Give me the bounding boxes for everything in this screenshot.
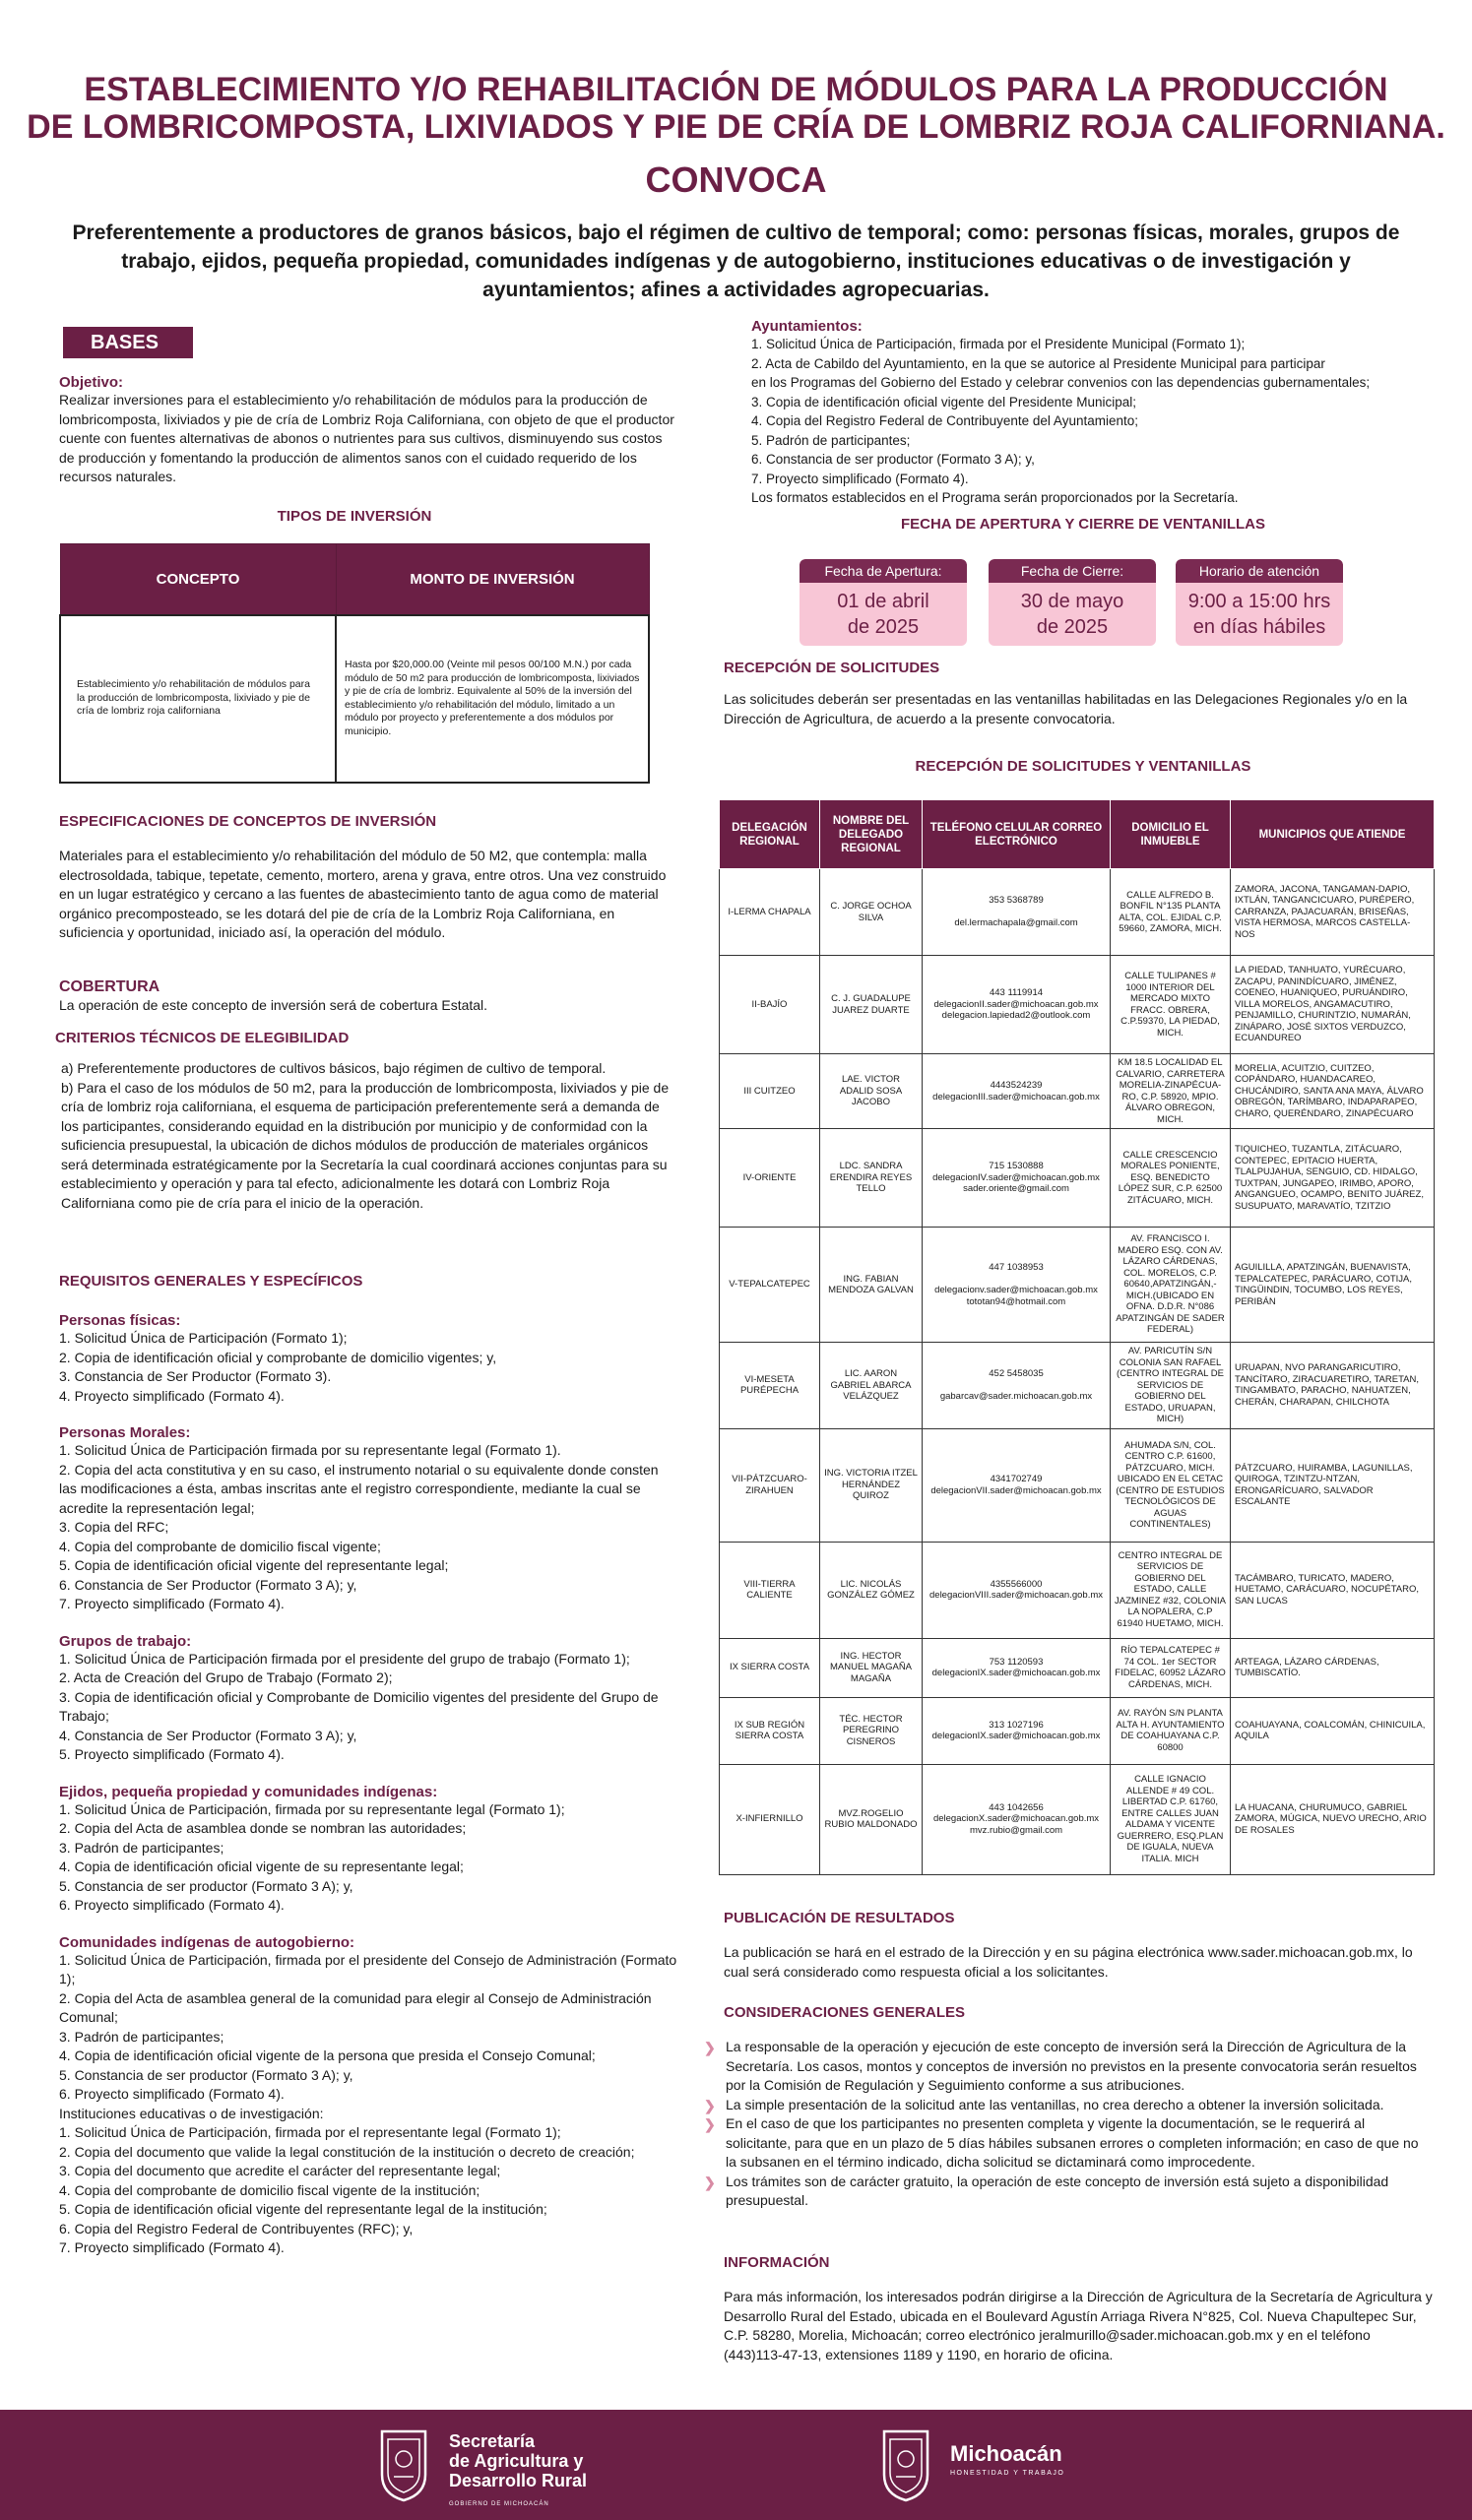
cell-delegado: TÉC. HECTOR PEREGRINO CISNEROS xyxy=(820,1697,923,1764)
cobertura-section xyxy=(59,978,679,1016)
cell-contacto: 313 1027196 delegacionIX.sader@michoacan.gob.mx xyxy=(923,1697,1111,1764)
chevron-right-icon: ❯ xyxy=(704,2174,716,2190)
list-item: 4. Constancia de Ser Productor (Formato 3 A); y, xyxy=(59,1727,357,1743)
indigenas-list xyxy=(59,1951,679,2258)
delegaciones-table xyxy=(719,799,1435,1875)
objetivo-text: Realizar inversiones para el establecimiento y/o rehabilitación de módulos para la producción de lombricomposta, lixiviados y pie de cría de Lombriz Roja Californiana, con objeto de que el productor cuente con fuentes alternativas de abonos o nutrientes para sus cultivos, disminuyendo sus costos de producción y fomentando la producción de alimentos sanos con el cuidado requerido de los recursos naturales. xyxy=(59,392,674,484)
ayuntamientos-list xyxy=(751,335,1460,508)
list-item: 6. Proyecto simplificado (Formato 4). xyxy=(59,1897,285,1913)
publicacion-text: La publicación se hará en el estrado de la Dirección y en su página electrónica www.sader.michoacan.gob.mx, lo cual será considerado como respuesta oficial a los solicitantes. xyxy=(724,1944,1413,1980)
list-item: 6. Constancia de ser productor (Formato 3 A); y, xyxy=(751,452,1035,467)
table-row xyxy=(720,1054,1435,1129)
table-row xyxy=(720,1542,1435,1638)
cell-delegado: LIC. AARON GABRIEL ABARCA VELÁZQUEZ xyxy=(820,1343,923,1429)
cobertura-text: La operación de este concepto de inversión será de cobertura Estatal. xyxy=(59,997,488,1013)
sec-line-2: de Agricultura y xyxy=(449,2451,584,2471)
table-row xyxy=(720,1228,1435,1343)
cell-contacto: 4443524239 delegacionIII.sader@michoacan.gob.mx xyxy=(923,1054,1111,1129)
cell-delegacion: IV-ORIENTE xyxy=(720,1129,820,1228)
table-row xyxy=(720,1764,1435,1874)
cell-domicilio: AV. PARICUTÍN S/N COLONIA SAN RAFAEL (CENTRO INTEGRAL DE SERVICIOS DE GOBIERNO DEL ESTADO, URUAPAN, MICH) xyxy=(1111,1343,1231,1429)
th-telefono: TELÉFONO CELULAR CORREO ELECTRÓNICO xyxy=(923,800,1111,869)
delegaciones-body xyxy=(720,869,1435,1875)
list-item: 2. Copia del documento que valide la legal constitución de la institución o decreto de creación; xyxy=(59,2143,635,2160)
grupos-heading: Grupos de trabajo: xyxy=(59,1632,192,1650)
cell-municipios: ARTEAGA, LÁZARO CÁRDENAS, TUMBISCATÍO. xyxy=(1231,1638,1435,1697)
apertura-l2: de 2025 xyxy=(847,616,920,638)
cell-municipios: TACÁMBARO, TURICATO, MADERO, HUETAMO, CARÁCUARO, NOCUPÉTARO, SAN LUCAS xyxy=(1231,1542,1435,1638)
publicacion-heading: PUBLICACIÓN DE RESULTADOS xyxy=(724,1910,955,1926)
cell-contacto: 4355566000 delegacionVIII.sader@michoacan.gob.mx xyxy=(923,1542,1111,1638)
list-item: ❯ Los trámites son de carácter gratuito, la operación de este concepto de inversión está sujeto a disponibilidad presupuestal. xyxy=(704,2173,1389,2208)
cell-delegado: LDC. SANDRA ERENDIRA REYES TELLO xyxy=(820,1129,923,1228)
list-item: 1. Solicitud Única de Participación firmada por su representante legal (Formato 1). xyxy=(59,1442,561,1458)
cell-delegacion: IX SIERRA COSTA xyxy=(720,1638,820,1697)
recepcion-text: Las solicitudes deberán ser presentadas en las ventanillas habilitadas en las Delegaciones Regionales y/o en la Dirección de Agricultura, de acuerdo a la presente convocatoria. xyxy=(724,691,1408,726)
ventanillas-heading: RECEPCIÓN DE SOLICITUDES Y VENTANILLAS xyxy=(915,758,1251,775)
table-row xyxy=(720,1697,1435,1764)
cell-contacto: 715 1530888 delegacionIV.sader@michoacan.gob.mx sader.oriente@gmail.com xyxy=(923,1129,1111,1228)
cobertura-heading: COBERTURA xyxy=(59,978,160,995)
horario-l1: 9:00 a 15:00 hrs xyxy=(1187,591,1331,612)
list-item: 4. Proyecto simplificado (Formato 4). xyxy=(59,1387,285,1404)
horario-box xyxy=(1176,559,1343,646)
list-item: 5. Padrón de participantes; xyxy=(751,432,911,448)
ayuntamientos-section xyxy=(751,318,1460,508)
list-item: 4. Copia del comprobante de domicilio fiscal vigente; xyxy=(59,1538,381,1554)
cell-delegado: LIC. NICOLÁS GONZÁLEZ GÓMEZ xyxy=(820,1542,923,1638)
horario-l2: en días hábiles xyxy=(1192,616,1326,638)
list-item: 1. Solicitud Única de Participación, firmada por el representante legal (Formato 1); xyxy=(59,2124,561,2140)
tipos-concepto: Establecimiento y/o rehabilitación de módulos para la producción de lombricomposta, lixiviado y pie de cría de lombriz roja californiana xyxy=(60,615,336,783)
shield-icon xyxy=(376,2426,431,2502)
cell-contacto: 353 5368789 del.lermachapala@gmail.com xyxy=(923,869,1111,956)
ayuntamientos-heading: Ayuntamientos: xyxy=(751,318,863,335)
cell-domicilio: AHUMADA S/N, COL. CENTRO C.P. 61600, PÁTZCUARO, MICH. UBICADO EN EL CETAC (CENTRO DE ESTUDIOS TECNOLÓGICOS DE AGUAS CONTINENTALES) xyxy=(1111,1428,1231,1542)
th-delegacion: DELEGACIÓN REGIONAL xyxy=(720,800,820,869)
cell-delegado: ING. HECTOR MANUEL MAGAÑA MAGAÑA xyxy=(820,1638,923,1697)
list-item: 6. Proyecto simplificado (Formato 4). xyxy=(59,2086,285,2102)
secretaria-logo-text xyxy=(449,2431,587,2514)
cell-delegacion: VI-MESETA PURÉPECHA xyxy=(720,1343,820,1429)
list-item: 2. Copia del Acta de asamblea general de la comunidad para elegir al Consejo de Administración Comunal; xyxy=(59,1989,652,2025)
cell-delegacion: I-LERMA CHAPALA xyxy=(720,869,820,956)
cell-delegacion: II-BAJÍO xyxy=(720,956,820,1054)
list-item: en los Programas del Gobierno del Estado y celebrar convenios con las dependencias gubernamentales; xyxy=(751,375,1371,390)
cell-contacto: 443 1042656 delegacionX.sader@michoacan.gob.mx mvz.rubio@gmail.com xyxy=(923,1764,1111,1874)
cell-delegado: C. J. GUADALUPE JUAREZ DUARTE xyxy=(820,956,923,1054)
list-item: 1. Solicitud Única de Participación, firmada por el presidente del Consejo de Administración (Formato 1); xyxy=(59,1951,677,1986)
cell-municipios: LA HUACANA, CHURUMUCO, GABRIEL ZAMORA, MÚGICA, NUEVO URECHO, ARIO DE ROSALES xyxy=(1231,1764,1435,1874)
cell-municipios: URUAPAN, NVO PARANGARICUTIRO, TANCÍTARO, ZIRACUARETIRO, TARETAN, TINGAMBATO, PARACHO, NAHUATZEN, CHERÁN, CHARAPAN, CHILCHOTA xyxy=(1231,1343,1435,1429)
cell-delegado: MVZ.ROGELIO RUBIO MALDONADO xyxy=(820,1764,923,1874)
tipos-table xyxy=(59,543,650,784)
requisitos-heading: REQUISITOS GENERALES Y ESPECÍFICOS xyxy=(59,1273,363,1290)
criterios-a: a) Preferentemente productores de cultivos básicos, bajo régimen de cultivo de temporal. xyxy=(61,1060,607,1076)
cierre-box xyxy=(989,559,1156,646)
list-item: 3. Copia de identificación oficial vigente del Presidente Municipal; xyxy=(751,394,1136,410)
cierre-l1: 30 de mayo xyxy=(1020,591,1124,612)
recepcion-section xyxy=(724,660,1433,728)
list-item: Los formatos establecidos en el Programa serán proporcionados por la Secretaría. xyxy=(751,490,1239,505)
table-row xyxy=(720,956,1435,1054)
list-item: 3. Constancia de Ser Productor (Formato 3). xyxy=(59,1368,332,1384)
title-line-1: ESTABLECIMIENTO Y/O REHABILITACIÓN DE MÓDULOS PARA LA PRODUCCIÓN xyxy=(84,71,1388,108)
list-item: 1. Solicitud Única de Participación, firmada por su representante legal (Formato 1); xyxy=(59,1800,565,1817)
list-item: 4. Copia del Registro Federal de Contribuyente del Ayuntamiento; xyxy=(751,413,1138,428)
list-item: Instituciones educativas o de investigación: xyxy=(59,2105,324,2121)
horario-label: Horario de atención xyxy=(1176,559,1343,583)
publicacion-section xyxy=(724,1910,1433,1982)
list-item: 7. Proyecto simplificado (Formato 4). xyxy=(59,1596,285,1611)
recepcion-heading: RECEPCIÓN DE SOLICITUDES xyxy=(724,660,940,676)
list-item: 1. Solicitud Única de Participación, firmada por el Presidente Municipal (Formato 1); xyxy=(751,337,1246,351)
cell-domicilio: CENTRO INTEGRAL DE SERVICIOS DE GOBIERNO DEL ESTADO, CALLE JAZMINEZ #32, COLONIA LA NOPALERA, C.P 61940 HUETAMO, MICH. xyxy=(1111,1542,1231,1638)
morales-list xyxy=(59,1441,679,1614)
list-item: 3. Padrón de participantes; xyxy=(59,2028,224,2045)
mich-name: Michoacán xyxy=(950,2441,1062,2466)
michoacan-logo-text xyxy=(950,2441,1064,2477)
list-item: 2. Copia del Acta de asamblea donde se nombran las autoridades; xyxy=(59,1820,467,1836)
indigenas-heading: Comunidades indígenas de autogobierno: xyxy=(59,1933,355,1951)
cell-delegacion: IX SUB REGIÓN SIERRA COSTA xyxy=(720,1697,820,1764)
sec-sub: GOBIERNO DE MICHOACÁN xyxy=(449,2501,549,2507)
table-row xyxy=(720,869,1435,956)
list-item: ❯ La simple presentación de la solicitud ante las ventanillas, no crea derecho a obtener la inversión solicitada. xyxy=(724,2096,1433,2115)
apertura-box xyxy=(800,559,967,646)
apertura-label: Fecha de Apertura: xyxy=(800,559,967,583)
dates-row xyxy=(800,559,1351,648)
cell-contacto: 753 1120593 delegacionIX.sader@michoacan.gob.mx xyxy=(923,1638,1111,1697)
apertura-l1: 01 de abril xyxy=(837,591,929,612)
cierre-l2: de 2025 xyxy=(1036,616,1109,638)
list-item: ❯ La responsable de la operación y ejecución de este concepto de inversión será la Dirección de Agricultura de la Secretaría. Los casos, montos y conceptos de inversión no previstos en la presente convocatoria serán resueltos por la Comisión de Regulación y Seguimiento conforme a sus atribuciones. xyxy=(704,2039,1417,2093)
cell-municipios: ZAMORA, JACONA, TANGAMAN-DAPIO, IXTLÁN, TANGANCICUARO, PURÉPERO, CARRANZA, PAJACUARÁN, BRISEÑAS, VISTA HERMOSA, MARCOS CASTELLA-NOS xyxy=(1231,869,1435,956)
cell-municipios: MORELIA, ACUITZIO, CUITZEO, COPÁNDARO, HUANDACAREO, CHUCÁNDIRO, SANTA ANA MAYA, ÁLVARO OBREGÓN, TARÍMBARO, INDAPARAPEO, CHARO, QUERÉNDARO, ZINAPÉCUARO xyxy=(1231,1054,1435,1129)
cell-domicilio: CALLE CRESCENCIO MORALES PONIENTE, ESQ. BENEDICTO LÓPEZ SUR, C.P. 62500 ZITÁCUARO, MICH. xyxy=(1111,1129,1231,1228)
table-row xyxy=(720,1428,1435,1542)
cell-delegacion: III CUITZEO xyxy=(720,1054,820,1129)
th-delegado: NOMBRE DEL DELEGADO REGIONAL xyxy=(820,800,923,869)
list-item: 2. Copia del acta constitutiva y en su caso, el instrumento notarial o su equivalente donde consten las modificaciones a ésta, ambas inscritas ante el registro correspondiente, mediante la cual se acredite la representación legal; xyxy=(59,1461,659,1516)
sec-line-3: Desarrollo Rural xyxy=(449,2471,588,2490)
cell-contacto: 4341702749 delegacionVII.sader@michoacan.gob.mx xyxy=(923,1428,1111,1542)
table-row xyxy=(720,1129,1435,1228)
footer xyxy=(0,2410,1472,2520)
ejidos-heading: Ejidos, pequeña propiedad y comunidades indígenas: xyxy=(59,1783,438,1800)
cell-delegacion: VII-PÁTZCUARO-ZIRAHUEN xyxy=(720,1428,820,1542)
cell-municipios: AGUILILLA, APATZINGÁN, BUENAVISTA, TEPALCATEPEC, PARÁCUARO, COTIJA, TINGÜINDIN, TOCUMBO, LOS REYES, PERIBÁN xyxy=(1231,1228,1435,1343)
cell-delegado: ING. VICTORIA ITZEL HERNÁNDEZ QUIROZ xyxy=(820,1428,923,1542)
list-item: 6. Constancia de Ser Productor (Formato 3 A); y, xyxy=(59,1576,357,1593)
sec-line-1: Secretaría xyxy=(449,2431,536,2451)
tipos-col-concepto: CONCEPTO xyxy=(60,544,336,615)
list-item: 2. Acta de Cabildo del Ayuntamiento, en la que se autorice al Presidente Municipal para participar xyxy=(751,355,1325,371)
list-item: 3. Copia de identificación oficial y Comprobante de Domicilio vigentes del presidente del Grupo de Trabajo; xyxy=(59,1688,659,1724)
cell-municipios: TIQUICHEO, TUZANTLA, ZITÁCUARO, CONTEPEC, EPITACIO HUERTA, TLALPUJAHUA, SENGUIO, CD. HIDALGO, TUXTPAN, JUNGAPEO, IRIMBO, APORO, ANGANGUEO, OCAMPO, BENITO JUÁREZ, SUSUPUATO, MARAVATÍO, TZITZIO xyxy=(1231,1129,1435,1228)
cell-delegacion: VIII-TIERRA CALIENTE xyxy=(720,1542,820,1638)
especificaciones-heading: ESPECIFICACIONES DE CONCEPTOS DE INVERSIÓN xyxy=(59,813,437,830)
consideraciones-list xyxy=(704,2038,1433,2211)
cell-delegacion: V-TEPALCATEPEC xyxy=(720,1228,820,1343)
list-item: 4. Copia de identificación oficial vigente de su representante legal; xyxy=(59,1858,464,1874)
tipos-monto: Hasta por $20,000.00 (Veinte mil pesos 00/100 M.N.) por cada módulo de 50 m2 para producción de lombricomposta, lixiviados y pie de cría de lombriz. Equivalente al 50% de la inversión del establecimiento y/o rehabilitación del módulo, limitado a un módulo por proyecto y preferentemente a dos módulos por municipio. xyxy=(336,615,649,783)
list-item: 2. Acta de Creación del Grupo de Trabajo (Formato 2); xyxy=(59,1670,393,1685)
list-item: 2. Copia de identificación oficial y comprobante de domicilio vigentes; y, xyxy=(59,1349,497,1365)
cierre-label: Fecha de Cierre: xyxy=(989,559,1156,583)
mich-sub: HONESTIDAD Y TRABAJO xyxy=(950,2470,1065,2477)
list-item: 6. Copia del Registro Federal de Contribuyentes (RFC); y, xyxy=(59,2220,414,2236)
informacion-section xyxy=(724,2254,1433,2364)
cell-delegado: LAE. VICTOR ADALID SOSA JACOBO xyxy=(820,1054,923,1129)
list-item: 5. Proyecto simplificado (Formato 4). xyxy=(59,1746,285,1762)
especificaciones-section xyxy=(59,813,679,943)
list-item: 5. Constancia de ser productor (Formato 3 A); y, xyxy=(59,1877,353,1894)
table-row xyxy=(720,1343,1435,1429)
intro-text: Preferentemente a productores de granos básicos, bajo el régimen de cultivo de temporal; como: personas físicas, morales, grupos de trabajo, ejidos, pequeña propiedad, comunidades indígenas y de autogobierno, instituciones educativas o de investigación y ayuntamientos; afines a actividades agropecuarias. xyxy=(72,221,1400,301)
fechas-heading: FECHA DE APERTURA Y CIERRE DE VENTANILLAS xyxy=(900,516,1266,533)
criterios-b: b) Para el caso de los módulos de 50 m2, para la producción de lombricomposta, lixiviados y pie de cría de lombriz roja californiana, el esquema de participación preferentemente será a demanda de los participantes, considerando equidad en la distribución por municipio y de conformidad con la suficiencia presupuestal, la ubicación de dichos módulos de producción de materiales orgánicos será determinada estratégicamente por la Secretaría la cual coordinará acciones conjuntas para su establecimiento y operación y para tal efecto, adicionalmente les dotará con Lombriz Roja Californiana como pie de cría para el inicio de la operación. xyxy=(61,1079,670,1211)
cell-municipios: COAHUAYANA, COALCOMÁN, CHINICUILA, AQUILA xyxy=(1231,1697,1435,1764)
convoca-heading: CONVOCA xyxy=(645,159,827,200)
objetivo-section xyxy=(59,374,679,487)
tipos-col-monto: MONTO DE INVERSIÓN xyxy=(336,544,649,615)
informacion-heading: INFORMACIÓN xyxy=(724,2254,830,2271)
cell-delegado: ING. FABIAN MENDOZA GALVAN xyxy=(820,1228,923,1343)
bases-tag: BASES xyxy=(63,327,193,358)
consideraciones-section xyxy=(704,2004,1433,2211)
th-municipios: MUNICIPIOS QUE ATIENDE xyxy=(1231,800,1435,869)
fisicas-list xyxy=(59,1329,679,1406)
objetivo-heading: Objetivo: xyxy=(59,374,124,391)
especificaciones-text: Materiales para el establecimiento y/o rehabilitación del módulo de 50 M2, que contempla: malla electrosoldada, tabique, tepetate, cemento, mortero, arena y grava, entre otros. Una vez construido en un lugar estratégico y cercano a las fuentes de abastecimiento tanto de agua como de material orgánico precomposteado, se les dotará del pie de cría de la Lombriz Roja Californiana, en suficiencia y oportunidad, iniciado así, la operación del módulo. xyxy=(59,848,667,940)
tipos-heading: TIPOS DE INVERSIÓN xyxy=(277,508,432,525)
ejidos-list xyxy=(59,1800,679,1916)
michoacan-shield-icon xyxy=(878,2426,933,2502)
table-header-row xyxy=(720,800,1435,869)
criterios-heading: CRITERIOS TÉCNICOS DE ELEGIBILIDAD xyxy=(55,1030,350,1046)
list-item: 1. Solicitud Única de Participación (Formato 1); xyxy=(59,1330,348,1346)
list-item: 3. Copia del RFC; xyxy=(59,1519,169,1535)
cell-domicilio: CALLE IGNACIO ALLENDE # 49 COL. LIBERTAD C.P. 61760, ENTRE CALLES JUAN ALDAMA Y VICENTE GUERRERO, ESQ.PLAN DE IGUALA, NUEVA ITALIA. MICH xyxy=(1111,1764,1231,1874)
list-item: 4. Copia de identificación oficial vigente de la persona que presida el Consejo Comunal; xyxy=(59,2048,596,2063)
cell-domicilio: RÍO TEPALCATEPEC # 74 COL. 1er SECTOR FIDELAC, 60952 LÁZARO CÁRDENAS, MICH. xyxy=(1111,1638,1231,1697)
cell-domicilio: CALLE TULIPANES # 1000 INTERIOR DEL MERCADO MIXTO FRACC. OBRERA, C.P.59370, LA PIEDAD, MICH. xyxy=(1111,956,1231,1054)
list-item: ❯ En el caso de que los participantes no presenten completa y vigente la documentación, se le requerirá al solicitante, para que en un plazo de 5 días hábiles subsanen errores o completen información; en caso de que no la subsanen en el término indicado, dicha solicitud se dictaminará como improcedente. xyxy=(704,2115,1419,2170)
th-domicilio: DOMICILIO EL INMUEBLE xyxy=(1111,800,1231,869)
consideraciones-heading: CONSIDERACIONES GENERALES xyxy=(724,2004,966,2021)
cell-domicilio: AV. RAYÓN S/N PLANTA ALTA H. AYUNTAMIENTO DE COAHUAYANA C.P. 60800 xyxy=(1111,1697,1231,1764)
informacion-text: Para más información, los interesados podrán dirigirse a la Dirección de Agricultura de la Secretaría de Agricultura y Desarrollo Rural del Estado, ubicada en el Boulevard Agustín Arriaga Rivera N°825, Col. Nueva Chapultepec Sur, C.P. 58280, Morelia, Michoacán; correo electrónico jeralmurillo@sader.michoacan.gob.mx y en el teléfono (443)113-47-13, extensiones 1189 y 1190, en horario de oficina. xyxy=(724,2289,1433,2362)
cell-domicilio: AV. FRANCISCO I. MADERO ESQ. CON AV. LÁZARO CÁRDENAS, COL. MORELOS, C.P. 60640,APATZINGÁN,-MICH.(UBICADO EN OFNA. D.D.R. N°086 APATZINGÁN DE SADER FEDERAL) xyxy=(1111,1228,1231,1343)
cell-delegado: C. JORGE OCHOA SILVA xyxy=(820,869,923,956)
cell-contacto: 452 5458035 gabarcav@sader.michoacan.gob.mx xyxy=(923,1343,1111,1429)
grupos-list xyxy=(59,1650,679,1765)
chevron-right-icon: ❯ xyxy=(704,2097,716,2113)
cell-domicilio: CALLE ALFREDO B. BONFIL N°135 PLANTA ALTA, COL. EJIDAL C.P. 59660, ZAMORA, MICH. xyxy=(1111,869,1231,956)
list-item: 7. Proyecto simplificado (Formato 4). xyxy=(59,2239,285,2255)
chevron-right-icon: ❯ xyxy=(704,2040,716,2055)
table-row xyxy=(720,1638,1435,1697)
list-item: 5. Copia de identificación oficial vigente del representante legal; xyxy=(59,1557,449,1573)
chevron-right-icon: ❯ xyxy=(704,2116,716,2132)
requisitos-section xyxy=(59,1273,679,2258)
cell-municipios: PÁTZCUARO, HUIRAMBA, LAGUNILLAS, QUIROGA, TZINTZU-NTZAN, ERONGARÍCUARO, SALVADOR ESCALANTE xyxy=(1231,1428,1435,1542)
criterios-section xyxy=(55,1030,675,1213)
cell-municipios: LA PIEDAD, TANHUATO, YURÉCUARO, ZACAPU, PANINDÍCUARO, JIMÉNEZ, COENEO, HUANIQUEO, PURUÁNDIRO, VILLA MORELOS, ANGAMACUTIRO, PENJAMILLO, CHURINTZIO, NUMARÁN, ZINÁPARO, JOSÉ SIXTOS VERDUZCO, ECUANDUREO xyxy=(1231,956,1435,1054)
list-item: 1. Solicitud Única de Participación firmada por el presidente del grupo de trabajo (Formato 1); xyxy=(59,1650,630,1667)
cell-contacto: 443 1119914 delegacionII.sader@michoacan.gob.mx delegacion.lapiedad2@outlook.com xyxy=(923,956,1111,1054)
list-item: 5. Copia de identificación oficial vigente del representante legal de la institución; xyxy=(59,2201,547,2217)
list-item: 4. Copia del comprobante de domicilio fiscal vigente de la institución; xyxy=(59,2181,480,2198)
list-item: 3. Copia del documento que acredite el carácter del representante legal; xyxy=(59,2163,501,2178)
cell-contacto: 447 1038953 delegacionv.sader@michoacan.gob.mx tototan94@hotmail.com xyxy=(923,1228,1111,1343)
fisicas-heading: Personas físicas: xyxy=(59,1312,181,1329)
title-line-2: DE LOMBRICOMPOSTA, LIXIVIADOS Y PIE DE CRÍA DE LOMBRIZ ROJA CALIFORNIANA. xyxy=(27,108,1445,146)
page-title xyxy=(0,71,1472,146)
morales-heading: Personas Morales: xyxy=(59,1424,191,1441)
list-item: 7. Proyecto simplificado (Formato 4). xyxy=(751,471,969,486)
list-item: 5. Constancia de ser productor (Formato 3 A); y, xyxy=(59,2066,353,2083)
cell-domicilio: KM 18.5 LOCALIDAD EL CALVARIO, CARRETERA MORELIA-ZINAPÉCUA-RO, C.P. 58920, MPIO. ÁLVARO OBREGON, MICH. xyxy=(1111,1054,1231,1129)
list-item: 3. Padrón de participantes; xyxy=(59,1839,224,1856)
cell-delegacion: X-INFIERNILLO xyxy=(720,1764,820,1874)
